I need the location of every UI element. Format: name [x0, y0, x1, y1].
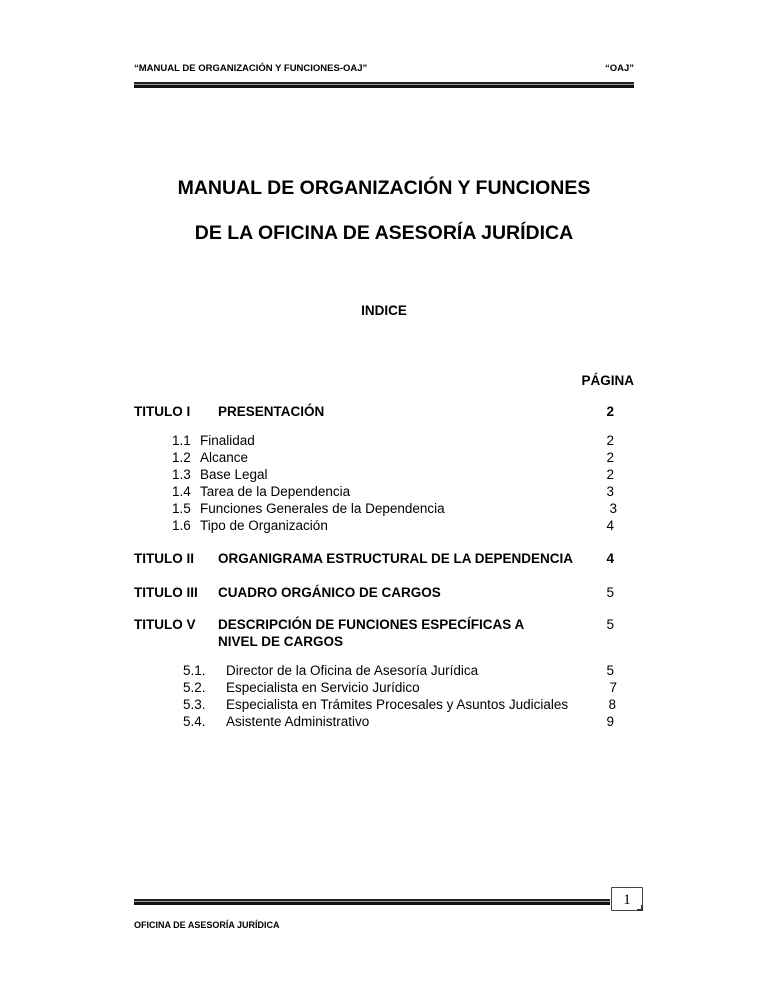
toc-section-1[interactable] — [134, 403, 634, 420]
item-text: Tipo de Organización — [200, 518, 328, 533]
item-number: 1.1 — [172, 433, 191, 448]
item-text: Alcance — [200, 450, 249, 465]
toc-item[interactable] — [172, 432, 634, 449]
section-page: 5 — [606, 617, 614, 632]
item-text: Finalidad — [200, 433, 255, 448]
section-page: 4 — [606, 551, 614, 566]
toc-section-2[interactable] — [134, 550, 634, 567]
item-page: 3 — [606, 484, 614, 499]
toc-section-3[interactable] — [134, 584, 634, 601]
document-title-line2: DE LA OFICINA DE ASESORÍA JURÍDICA — [194, 222, 574, 244]
header-title: “MANUAL DE ORGANIZACIÓN Y FUNCIONES-OAJ” — [134, 63, 368, 74]
section-title: PRESENTACIÓN — [218, 404, 325, 419]
item-number: 5.2. — [183, 680, 206, 695]
item-number: 1.2 — [172, 450, 191, 465]
toc-item[interactable] — [183, 662, 634, 679]
item-page: 7 — [609, 680, 617, 695]
toc-item[interactable] — [183, 713, 634, 730]
toc-item[interactable] — [183, 696, 634, 713]
item-page: 3 — [609, 501, 617, 516]
item-text: Funciones Generales de la Dependencia — [200, 501, 445, 516]
item-number: 5.4. — [183, 714, 206, 729]
section-label: TITULO V — [134, 617, 196, 632]
footer-text: OFICINA DE ASESORÍA JURÍDICA — [134, 920, 280, 930]
toc-item[interactable] — [172, 449, 634, 466]
index-heading: INDICE — [361, 303, 407, 318]
section-title-line2: NIVEL DE CARGOS — [218, 634, 344, 649]
item-number: 5.3. — [183, 697, 206, 712]
document-title-line1: MANUAL DE ORGANIZACIÓN Y FUNCIONES — [177, 177, 591, 199]
item-page: 9 — [606, 714, 614, 729]
header-code: “OAJ” — [604, 63, 634, 74]
item-text: Especialista en Trámites Procesales y Asuntos Judiciales — [226, 697, 569, 712]
item-page: 2 — [606, 467, 614, 482]
toc-item[interactable] — [172, 483, 634, 500]
section-title: CUADRO ORGÁNICO DE CARGOS — [218, 585, 441, 600]
item-number: 1.5 — [172, 501, 191, 516]
header-rule — [134, 82, 634, 88]
page-column-heading: PÁGINA — [581, 373, 634, 388]
item-page: 5 — [606, 663, 614, 678]
toc-section-5[interactable] — [134, 616, 634, 650]
toc-item[interactable] — [172, 466, 634, 483]
section-page: 2 — [606, 404, 614, 419]
item-text: Base Legal — [200, 467, 268, 482]
item-page: 4 — [606, 518, 614, 533]
item-number: 1.3 — [172, 467, 191, 482]
item-text: Director de la Oficina de Asesoría Jurídica — [226, 663, 479, 678]
section-title: ORGANIGRAMA ESTRUCTURAL DE LA DEPENDENCIA — [218, 551, 574, 566]
item-number: 1.4 — [172, 484, 191, 499]
section-label: TITULO I — [134, 404, 191, 419]
footer-rule — [134, 899, 610, 905]
toc-item[interactable] — [183, 679, 634, 696]
item-number: 5.1. — [183, 663, 206, 678]
item-page: 2 — [606, 433, 614, 448]
section-label: TITULO II — [134, 551, 194, 566]
item-text: Tarea de la Dependencia — [200, 484, 351, 499]
section-page: 5 — [606, 585, 614, 600]
page-number-box: 1 — [611, 887, 643, 911]
toc-item[interactable] — [172, 517, 634, 534]
item-number: 1.6 — [172, 518, 191, 533]
item-text: Asistente Administrativo — [226, 714, 370, 729]
section-label: TITULO III — [134, 585, 198, 600]
toc-item[interactable] — [172, 500, 634, 517]
item-page: 2 — [606, 450, 614, 465]
section-title-line1: DESCRIPCIÓN DE FUNCIONES ESPECÍFICAS A — [218, 617, 525, 632]
item-text: Especialista en Servicio Jurídico — [226, 680, 420, 695]
item-page: 8 — [608, 697, 616, 712]
